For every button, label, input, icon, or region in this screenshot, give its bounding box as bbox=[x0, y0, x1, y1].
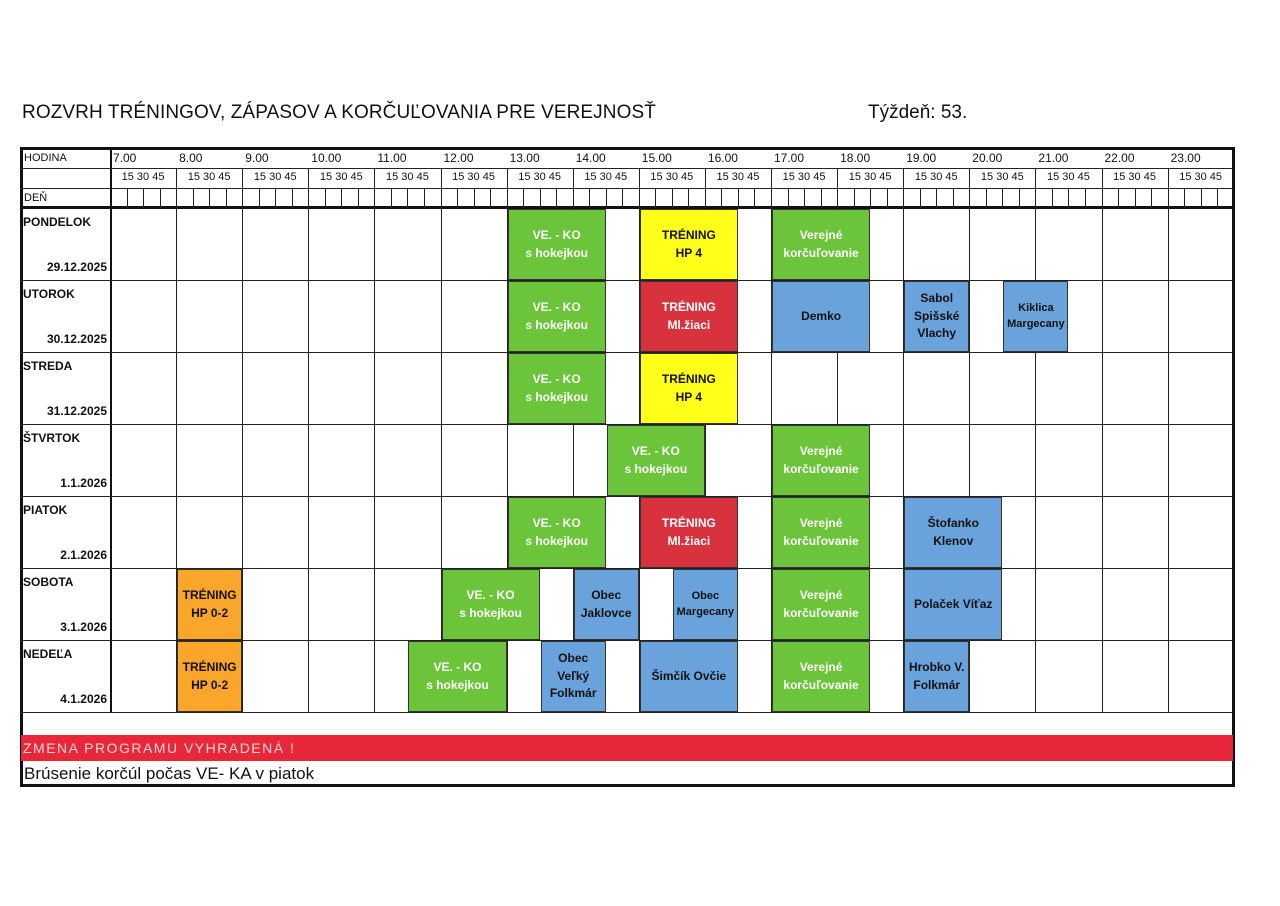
day-date: 29.12.2025 bbox=[46, 260, 107, 274]
day-header-label: DEŇ bbox=[24, 192, 48, 204]
grid-line bbox=[606, 188, 607, 208]
quarter-label: 15 30 45 bbox=[1113, 171, 1156, 183]
schedule-event-block[interactable] bbox=[607, 425, 705, 496]
grid-line bbox=[1068, 188, 1069, 208]
quarter-label: 15 30 45 bbox=[187, 171, 231, 183]
grid-line bbox=[21, 496, 1233, 497]
grid-line bbox=[655, 188, 656, 208]
grid-line bbox=[407, 188, 408, 208]
grid-line bbox=[308, 168, 309, 712]
hour-label: 18.00 bbox=[840, 151, 871, 165]
grid-line bbox=[721, 188, 722, 208]
hour-label: 8.00 bbox=[179, 151, 203, 165]
grid-line bbox=[21, 168, 1233, 169]
grid-line bbox=[953, 188, 954, 208]
event-label: Demko bbox=[801, 308, 842, 323]
grid-line bbox=[259, 188, 260, 208]
day-date: 4.1.2026 bbox=[60, 692, 107, 706]
grid-line bbox=[226, 188, 227, 208]
quarter-label: 15 30 45 bbox=[386, 171, 429, 183]
grid-line bbox=[457, 188, 458, 208]
schedule-event-block[interactable] bbox=[904, 497, 1002, 568]
quarter-label: 15 30 45 bbox=[452, 171, 495, 183]
grid-line bbox=[1052, 188, 1053, 208]
hour-label: 13.00 bbox=[509, 151, 540, 165]
schedule-event-block[interactable] bbox=[673, 569, 738, 640]
quarter-label: 15 30 45 bbox=[518, 171, 562, 183]
event-label: TRÉNING Ml.žiaci bbox=[661, 300, 716, 332]
schedule-event-block[interactable] bbox=[772, 641, 870, 712]
event-label: VE. - KO s hokejkou bbox=[525, 228, 588, 260]
grid-line bbox=[1102, 168, 1103, 712]
event-label: VE. - KO s hokejkou bbox=[525, 372, 588, 404]
grid-line bbox=[143, 188, 144, 208]
hour-label: 20.00 bbox=[972, 151, 1003, 165]
notice-bar: ZMENA PROGRAMU VYHRADENÁ ! bbox=[21, 735, 1233, 761]
grid-line bbox=[275, 188, 276, 208]
quarter-label: 15 30 45 bbox=[1179, 171, 1223, 183]
event-label: Polaček Víťaz bbox=[914, 596, 993, 611]
hour-label: 14.00 bbox=[575, 151, 606, 165]
event-label: Kiklica Margecany bbox=[1007, 301, 1065, 330]
grid-line bbox=[738, 188, 739, 208]
grid-line bbox=[688, 188, 689, 208]
day-date: 1.1.2026 bbox=[60, 476, 107, 490]
event-label: TRÉNING HP 4 bbox=[661, 372, 716, 404]
day-name: NEDEĽA bbox=[23, 647, 73, 661]
footer-note: Brúsenie korčúl počas VE- KA v piatok bbox=[24, 764, 315, 783]
grid-line bbox=[804, 188, 805, 208]
schedule-event-block[interactable] bbox=[772, 425, 870, 496]
schedule-event-block[interactable] bbox=[640, 209, 738, 280]
event-label: Verejné korčuľovanie bbox=[783, 228, 859, 260]
schedule-event-block[interactable] bbox=[408, 641, 506, 712]
quarter-label: 15 30 45 bbox=[319, 171, 363, 183]
hour-label: 15.00 bbox=[641, 151, 672, 165]
schedule-event-block[interactable] bbox=[904, 281, 969, 352]
event-label: VE. - KO s hokejkou bbox=[525, 516, 588, 548]
schedule-event-block[interactable] bbox=[177, 569, 242, 640]
day-date: 30.12.2025 bbox=[46, 332, 107, 346]
grid-line bbox=[672, 188, 673, 208]
schedule-event-block[interactable] bbox=[904, 569, 1002, 640]
grid-line bbox=[589, 188, 590, 208]
grid-line bbox=[490, 188, 491, 208]
grid-line bbox=[1035, 168, 1036, 712]
grid-line bbox=[325, 188, 326, 208]
grid-line bbox=[622, 188, 623, 208]
event-label: TRÉNING Ml.žiaci bbox=[661, 516, 716, 548]
event-label: VE. - KO s hokejkou bbox=[459, 588, 522, 620]
day-date: 3.1.2026 bbox=[60, 620, 107, 634]
schedule-event-block[interactable] bbox=[177, 641, 242, 712]
quarter-label: 15 30 45 bbox=[584, 171, 628, 183]
schedule-event-block[interactable] bbox=[508, 353, 606, 424]
quarter-label: 15 30 45 bbox=[848, 171, 892, 183]
grid-line bbox=[1019, 188, 1020, 208]
hour-label: 19.00 bbox=[906, 151, 937, 165]
page-title: ROZVRH TRÉNINGOV, ZÁPASOV A KORČUĽOVANIA PRE VEREJNOSŤ bbox=[22, 102, 656, 123]
grid-line bbox=[1184, 188, 1185, 208]
event-label: Sabol Spišské Vlachy bbox=[914, 291, 960, 341]
event-label: TRÉNING HP 0-2 bbox=[182, 588, 237, 620]
event-label: Obec Veľký Folkmár bbox=[549, 651, 597, 701]
schedule-event-block[interactable] bbox=[772, 569, 870, 640]
grid-line bbox=[193, 188, 194, 208]
grid-line bbox=[556, 188, 557, 208]
grid-line bbox=[887, 188, 888, 208]
schedule-event-block[interactable] bbox=[772, 497, 870, 568]
grid-line bbox=[854, 188, 855, 208]
grid-line bbox=[788, 188, 789, 208]
event-label: Verejné korčuľovanie bbox=[783, 660, 859, 692]
event-label: VE. - KO s hokejkou bbox=[525, 300, 588, 332]
hour-label: 17.00 bbox=[774, 151, 805, 165]
schedule-event-block[interactable] bbox=[640, 497, 738, 568]
grid-line bbox=[341, 188, 342, 208]
grid-line bbox=[474, 188, 475, 208]
grid-line bbox=[754, 188, 755, 208]
hour-header-label: HODINA bbox=[24, 152, 67, 164]
grid-line bbox=[1085, 188, 1086, 208]
grid-line bbox=[1135, 188, 1136, 208]
grid-line bbox=[424, 188, 425, 208]
event-label: Štofanko Klenov bbox=[927, 516, 979, 548]
quarter-label: 15 30 45 bbox=[782, 171, 826, 183]
event-label: VE. - KO s hokejkou bbox=[624, 444, 688, 476]
hour-label: 12.00 bbox=[443, 151, 474, 165]
schedule-event-block[interactable] bbox=[772, 209, 870, 280]
hour-label: 22.00 bbox=[1104, 151, 1135, 165]
hour-label: 21.00 bbox=[1038, 151, 1069, 165]
grid-line bbox=[920, 188, 921, 208]
day-name: STREDA bbox=[23, 359, 73, 373]
quarter-label: 15 30 45 bbox=[1047, 171, 1090, 183]
grid-line bbox=[374, 168, 375, 712]
hour-label: 16.00 bbox=[707, 151, 738, 165]
event-label: Verejné korčuľovanie bbox=[783, 444, 859, 476]
quarter-label: 15 30 45 bbox=[650, 171, 694, 183]
quarter-label: 15 30 45 bbox=[253, 171, 297, 183]
grid-line bbox=[21, 712, 1233, 713]
grid-line bbox=[936, 188, 937, 208]
day-name: PIATOK bbox=[23, 503, 68, 517]
day-date: 31.12.2025 bbox=[46, 404, 107, 418]
grid-line bbox=[523, 188, 524, 208]
grid-line bbox=[1168, 168, 1169, 712]
grid-line bbox=[358, 188, 359, 208]
quarter-label: 15 30 45 bbox=[121, 171, 165, 183]
grid-line bbox=[870, 188, 871, 208]
schedule-event-block[interactable] bbox=[640, 641, 738, 712]
schedule-event-block[interactable] bbox=[640, 281, 738, 352]
grid-line bbox=[540, 188, 541, 208]
schedule-event-block[interactable] bbox=[442, 569, 540, 640]
quarter-label: 15 30 45 bbox=[914, 171, 958, 183]
quarter-label: 15 30 45 bbox=[980, 171, 1024, 183]
day-name: UTOROK bbox=[23, 287, 75, 301]
grid-line bbox=[821, 188, 822, 208]
grid-line bbox=[21, 352, 1233, 353]
grid-line bbox=[127, 188, 128, 208]
schedule-event-block[interactable] bbox=[508, 281, 606, 352]
schedule-event-block[interactable] bbox=[574, 569, 639, 640]
event-label: Verejné korčuľovanie bbox=[783, 516, 859, 548]
event-label: Verejné korčuľovanie bbox=[783, 588, 859, 620]
schedule-event-block[interactable] bbox=[508, 497, 606, 568]
quarter-label: 15 30 45 bbox=[716, 171, 760, 183]
event-label: TRÉNING HP 0-2 bbox=[182, 660, 237, 692]
day-name: PONDELOK bbox=[23, 215, 92, 229]
grid-line bbox=[292, 188, 293, 208]
day-name: ŠTVRTOK bbox=[23, 431, 81, 445]
schedule-event-block[interactable] bbox=[904, 641, 969, 712]
grid-line bbox=[1118, 188, 1119, 208]
event-label: Obec Jaklovce bbox=[580, 588, 632, 620]
schedule-event-block[interactable] bbox=[541, 641, 606, 712]
event-label: Šimčík Ovčie bbox=[651, 668, 727, 683]
schedule-event-block[interactable] bbox=[1003, 281, 1068, 352]
grid-line bbox=[1217, 188, 1218, 208]
hour-label: 11.00 bbox=[377, 151, 407, 165]
grid-line bbox=[242, 168, 243, 712]
grid-line bbox=[110, 149, 112, 712]
grid-line bbox=[1151, 188, 1152, 208]
week-number: Týždeň: 53. bbox=[868, 102, 968, 123]
hour-label: 23.00 bbox=[1170, 151, 1201, 165]
schedule-event-block[interactable] bbox=[772, 281, 870, 352]
event-label: TRÉNING HP 4 bbox=[661, 228, 716, 260]
grid-line bbox=[209, 188, 210, 208]
day-name: SOBOTA bbox=[23, 575, 74, 589]
hour-label: 10.00 bbox=[311, 151, 342, 165]
hour-label: 7.00 bbox=[113, 151, 137, 165]
grid-line bbox=[1002, 188, 1003, 208]
event-label: Hrobko V. Folkmár bbox=[908, 660, 965, 692]
schedule-event-block[interactable] bbox=[508, 209, 606, 280]
hour-label: 9.00 bbox=[245, 151, 269, 165]
grid-line bbox=[391, 188, 392, 208]
grid-line bbox=[160, 188, 161, 208]
event-label: VE. - KO s hokejkou bbox=[426, 660, 489, 692]
schedule-event-block[interactable] bbox=[640, 353, 738, 424]
event-label: Obec Margecany bbox=[676, 589, 735, 618]
day-date: 2.1.2026 bbox=[60, 548, 107, 562]
grid-line bbox=[986, 188, 987, 208]
grid-line bbox=[1201, 188, 1202, 208]
